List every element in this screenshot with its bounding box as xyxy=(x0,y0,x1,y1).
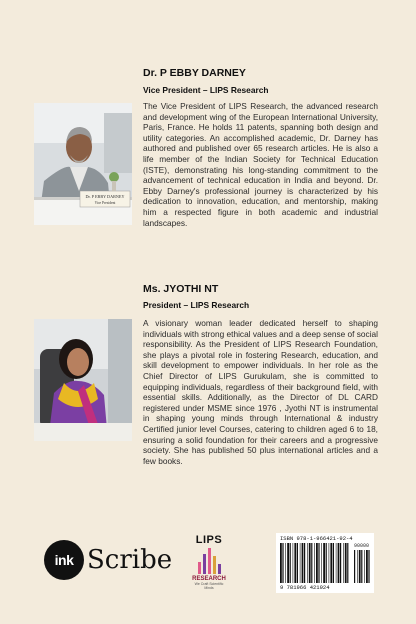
person1-bio: The Vice President of LIPS Research, the advanced research and development wing of the European International University, Paris, France. He holds 11 patents, spanning both design and utility categories. An accomplished academic, Dr. Darney has authored and published over 65 research articles. He is also a life member of the Indian Society for Technical Education (ISTE), demonstrating his long-standing commitment to the advancement of technical education in India and beyond. Dr. Ebby Darney's professional journey is characterized by his dedication to innovation, education, and mentorship, making him a respected figure in both academic and industrial landscapes. xyxy=(143,101,378,228)
lips-bar xyxy=(213,556,216,574)
person1-role: Vice President – LIPS Research xyxy=(143,85,269,95)
ink-logo-circle: ink xyxy=(44,540,84,580)
inkscribe-logo xyxy=(44,540,172,580)
price-code: 90000 xyxy=(354,543,370,549)
svg-text:Vice President: Vice President xyxy=(94,201,116,205)
svg-text:Dr. P EBBY DARNEY: Dr. P EBBY DARNEY xyxy=(85,194,125,199)
person1-name: Dr. P EBBY DARNEY xyxy=(143,67,246,79)
lips-bar xyxy=(203,554,206,574)
lips-bar xyxy=(208,548,211,574)
lips-logo-research: RESEARCH xyxy=(192,576,226,582)
isbn-barcode xyxy=(276,533,374,593)
person2-photo xyxy=(34,319,132,441)
barcode-bars xyxy=(280,543,350,583)
lips-logo-word: LIPS xyxy=(195,534,223,546)
lips-logo-bars xyxy=(190,548,228,574)
lips-logo-tagline: We Craft Scientific Minds xyxy=(194,582,224,590)
lips-research-logo xyxy=(190,534,228,590)
person2-bio: A visionary woman leader dedicated herself to shaping individuals with strong ethical values and a deep sense of social responsibility. As the President of LIPS Research Foundation, she plays a pivotal role in fostering Research, education, and skill development to empower individuals. In her role as the Chief Director of LIPS Gurukulam, she is committed to equipping individuals, regardless of their background field, with essential skills. Additionally, as the Director of DL CARD registered under MSME since 1976 , Jyothi NT is instrumental in shaping young minds through International & industry Certified junior level Courses, catering to children aged 6 to 18, ensuring a solid foundation for their careers and a progressive society. She has published 50 plus international articles and a few books. xyxy=(143,318,378,466)
person1-photo xyxy=(34,103,132,225)
isbn-text: ISBN 978-1-966421-92-4 xyxy=(280,535,353,542)
lips-bar xyxy=(198,562,201,574)
person2-name: Ms. JYOTHI NT xyxy=(143,283,219,295)
lips-bar xyxy=(218,564,221,574)
barcode-number: 9 781966 421924 xyxy=(280,584,330,591)
addon-barcode-bars xyxy=(354,550,371,583)
scribe-logo-text: Scribe xyxy=(87,545,173,575)
person2-role: President – LIPS Research xyxy=(143,300,250,310)
